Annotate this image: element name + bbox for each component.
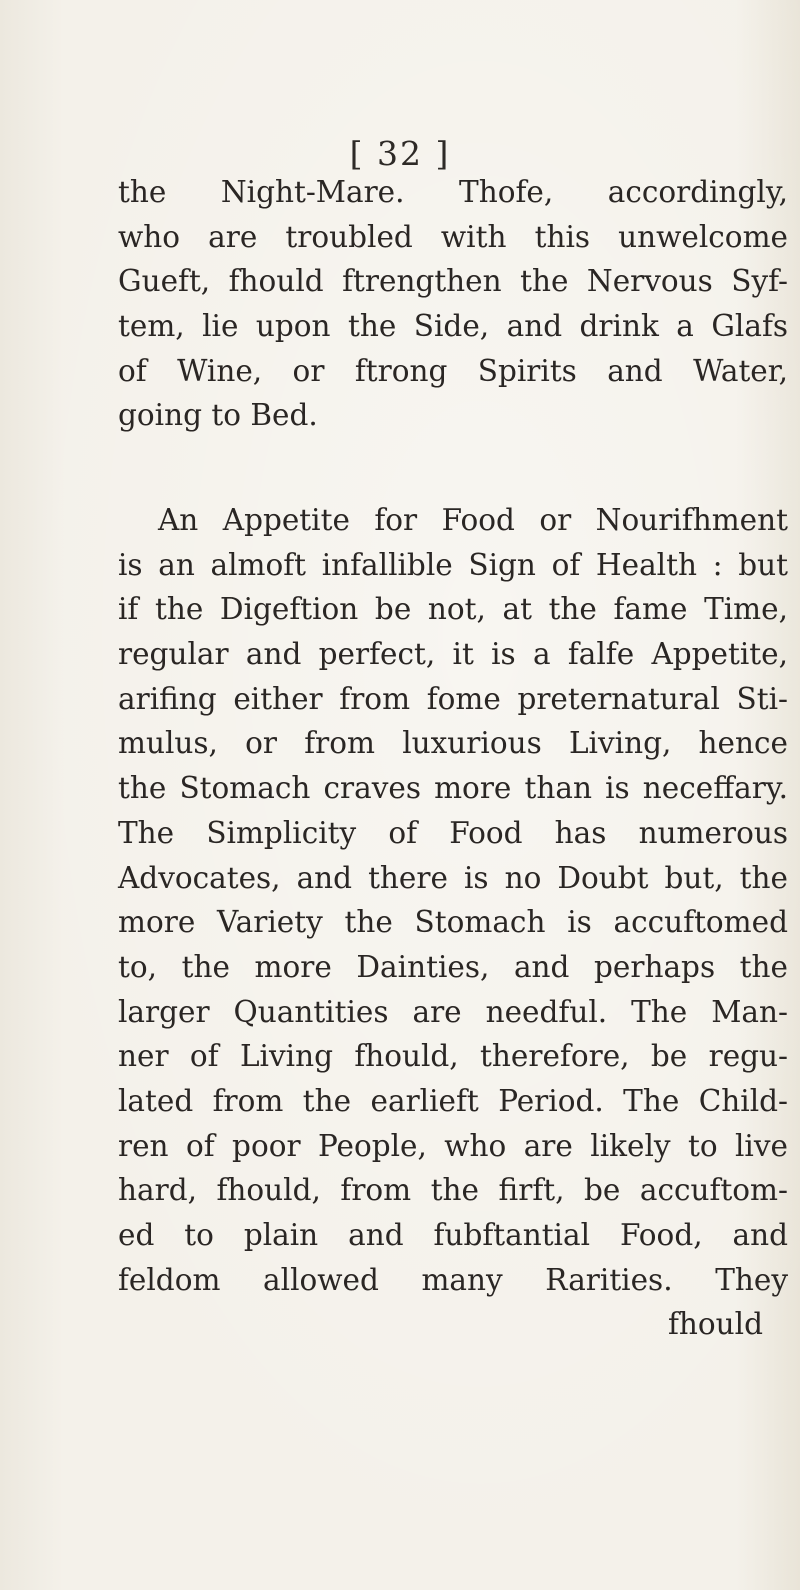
text-line: larger Quantities are needful. The Man- — [118, 994, 788, 1029]
text-line: if the Digeftion be not, at the fame Time, — [118, 592, 788, 627]
text-line: regular and perfect, it is a falfe Appetite, — [118, 637, 788, 672]
text-line: Advocates, and there is no Doubt but, the — [118, 860, 788, 895]
text-line: of Wine, or ftrong Spirits and Water, — [118, 353, 788, 388]
paragraph-appetite — [118, 498, 788, 1347]
text-line: An Appetite for Food or Nourifhment — [158, 503, 788, 537]
text-line: who are troubled with this unwelcome — [118, 219, 788, 254]
text-line: feldom allowed many Rarities. They — [118, 1262, 788, 1297]
text-line: arifing either from fome preternatural Sti- — [118, 681, 788, 716]
text-line: the Night-Mare. Thofe, accordingly, — [118, 175, 788, 209]
text-line: to, the more Dainties, and perhaps the — [118, 949, 788, 984]
text-line: ner of Living fhould, therefore, be regu- — [118, 1039, 788, 1074]
text-line: hard, fhould, from the firft, be accuftom- — [118, 1173, 788, 1208]
text-line: ren of poor People, who are likely to live — [118, 1128, 788, 1163]
text-line: lated from the earlieft Period. The Child- — [118, 1083, 788, 1118]
text-line: The Simplicity of Food has numerous — [118, 815, 788, 850]
text-line: tem, lie upon the Side, and drink a Glafs — [118, 309, 788, 344]
text-line: mulus, or from luxurious Living, hence — [118, 726, 788, 761]
catchword: fhould — [668, 1307, 763, 1342]
paragraph-night-mare — [118, 170, 788, 438]
page-number: [ 32 ] — [349, 134, 451, 173]
text-line: the Stomach craves more than is neceffary. — [118, 771, 788, 806]
text-line: more Variety the Stomach is accuftomed — [118, 905, 788, 940]
text-line: is an almoft infallible Sign of Health : but — [118, 547, 788, 582]
text-line: ed to plain and fubftantial Food, and — [118, 1218, 788, 1252]
text-line: Gueft, fhould ftrengthen the Nervous Syf- — [118, 264, 788, 299]
text-line: going to Bed. — [118, 398, 318, 433]
